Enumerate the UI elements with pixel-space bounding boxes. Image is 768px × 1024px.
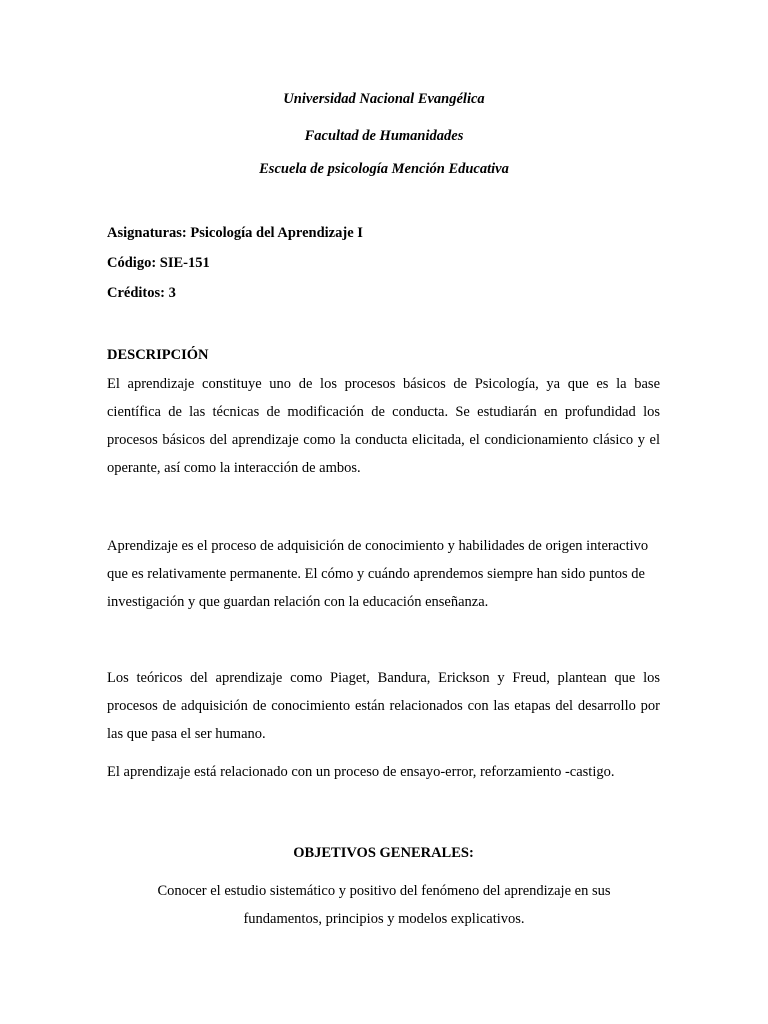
description-heading: DESCRIPCIÓN [107,347,209,363]
university-title: Universidad Nacional Evangélica [283,91,485,107]
objectives-heading: OBJETIVOS GENERALES: [293,845,474,861]
objectives-text: Conocer el estudio sistemático y positivo del fenómeno del aprendizaje en sus fundamentos, principios y modelos explicativos. [157,883,611,927]
course-credits: Créditos: 3 [107,285,176,301]
description-paragraph-3: Los teóricos del aprendizaje como Piaget, Bandura, Erickson y Freud, plantean que los procesos de adquisición de conocimiento están relacionados con las etapas del desarrollo por las que pasa el ser humano. [107,670,660,742]
school-title: Escuela de psicología Mención Educativa [259,161,509,177]
description-paragraph-2: Aprendizaje es el proceso de adquisición de conocimiento y habilidades de origen interactivo que es relativamente permanente. El cómo y cuándo aprendemos siempre han sido puntos de investigación y que guardan relación con la educación enseñanza. [107,538,649,610]
description-paragraph-1: El aprendizaje constituye uno de los procesos básicos de Psicología, ya que es la base científica de las técnicas de modificación de conducta. Se estudiarán en profundidad los procesos básicos del aprendizaje como la conducta elicitada, el condicionamiento clásico y el operante, así como la interacción de ambos. [107,376,660,476]
course-subject: Asignaturas: Psicología del Aprendizaje I [107,225,363,241]
course-code: Código: SIE-151 [107,255,210,271]
description-paragraph-4: El aprendizaje está relacionado con un proceso de ensayo-error, reforzamiento -castigo. [107,764,615,780]
faculty-title: Facultad de Humanidades [304,128,464,144]
